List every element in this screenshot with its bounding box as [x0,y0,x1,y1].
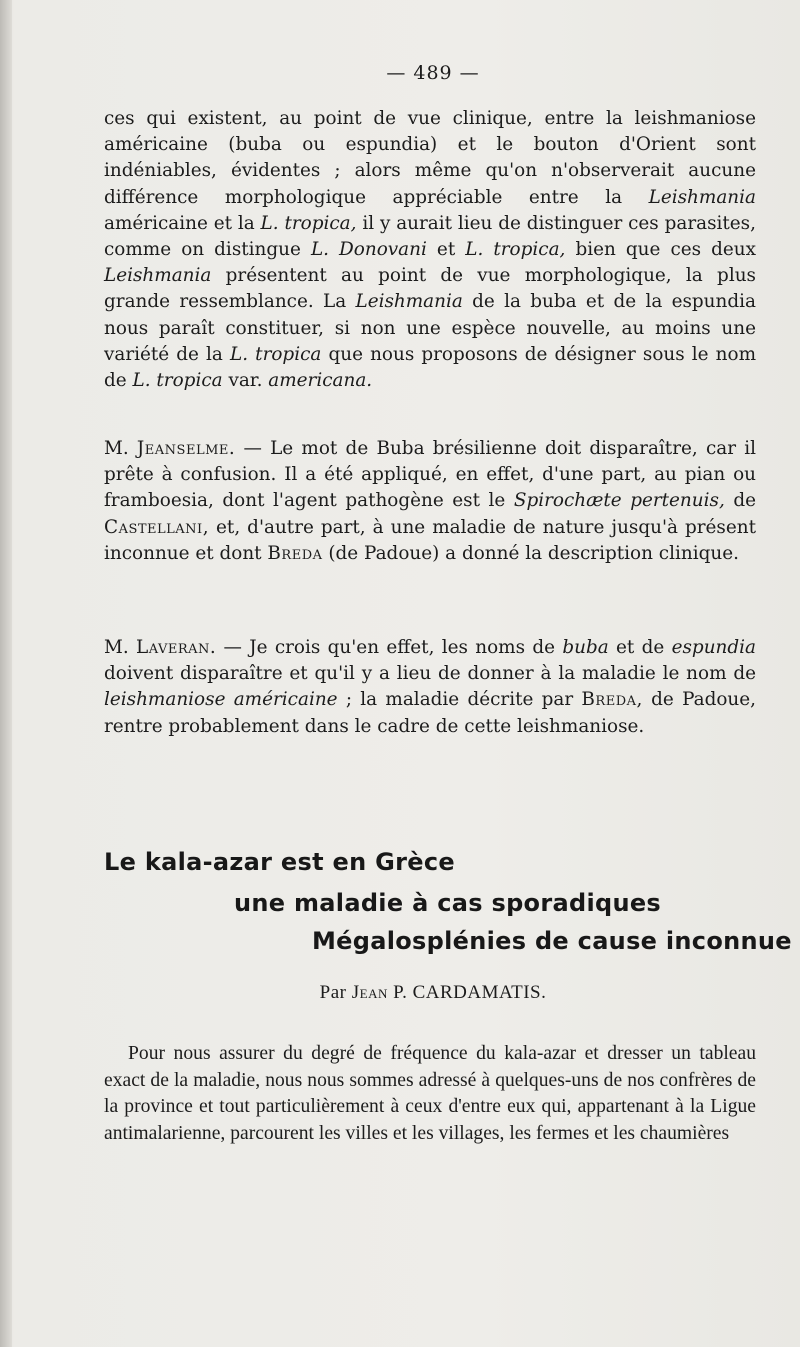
smallcaps-name: Breda, [581,689,643,711]
italic-run: americana. [268,370,373,392]
text-run: — Le mot de Buba brésilienne doit disparaître, car il prête à confusion. Il a été appliqué, en effet, d'une part, au pian ou framboesia, dont l'agent pathogène est le [104,438,756,512]
page-gutter-shadow [0,0,12,1347]
italic-run: L. tropica [230,343,322,365]
paragraph-laveran [104,635,756,740]
article-author [0,982,800,1004]
text-run: M. [104,637,136,658]
italic-run: espundia [671,637,756,658]
text-run: doivent disparaître et qu'il y a lieu de donner à la maladie le nom de [104,663,756,685]
text-run: de Padoue, rentre probablement dans le cadre de cette leishmaniose. [104,689,756,737]
italic-run: L. tropica, [260,212,357,234]
text-run: — Je crois qu'en effet, les noms de [216,637,563,658]
author-prefix: Par [319,982,352,1003]
text-run: de la buba et de la espundia nous paraît constituer, si non une espèce nouvelle, au moins une variété de la [104,291,756,365]
text-run: var. [222,370,269,392]
smallcaps-name: Breda [267,542,323,564]
italic-run: leishmaniose américaine [104,689,338,711]
text-run: et [426,239,466,261]
text-run: que nous proposons de désigner sous le nom de [104,343,757,392]
italic-run: L. Donovani [310,239,427,261]
paragraph-leishmania [104,106,756,394]
article-paragraph: Pour nous assurer du degré de fréquence du kala-azar et dresser un tableau exact de la maladie, nous nous sommes adressé à quelques-uns de nos confrères de la province et tout particulièrement à ceux d'entre eux qui, appartenant à la Ligue antimalarienne, parcourent les villes et les villages, les fermes et les chaumières [104,1043,756,1144]
text-run: il y aurait lieu de distinguer ces parasites, comme on distingue [104,212,756,261]
text-run: M. [104,438,137,459]
italic-run: buba [562,637,609,658]
italic-run: Spirochæte pertenuis, [513,490,725,512]
italic-run: Leishmania [648,186,756,208]
text-run: et de [608,637,672,658]
italic-run: L. tropica [132,370,223,392]
article-title-line-2: une maladie à cas sporadiques [234,889,662,917]
text-run: américaine et la [104,212,261,234]
italic-run: Leishmania [355,291,463,313]
author-first-name: Jean [351,982,388,1003]
text-run: (de Padoue) a donné la description clinique. [322,542,739,564]
author-last-name: P. CARDAMATIS. [387,982,547,1003]
text-run: ces qui existent, au point de vue clinique, entre la leishmaniose américaine (buba ou espundia) et le bouton d'Orient sont indéniables, évidentes ; alors même qu'on n'observerait aucune différence morphologique appréciable entre la [104,108,756,208]
article-title-line-1: Le kala-azar est en Grèce [104,848,455,876]
speaker-name: Jeanselme. [136,438,236,459]
text-run: et, d'autre part, à une maladie de nature jusqu'à présent inconnue et dont [104,516,756,564]
text-run: bien que ces deux [565,239,757,261]
text-run: présentent au point de vue morphologique, la plus grande ressemblance. La [104,265,756,313]
speaker-name: Laveran. [136,637,217,658]
page-number: — 489 — [386,62,480,84]
text-run: de [724,490,756,512]
italic-run: Leishmania [104,265,212,287]
smallcaps-name: Castellani, [104,516,210,538]
text-run: ; la maladie décrite par [337,689,582,711]
article-body [104,1041,756,1147]
italic-run: L. tropica, [465,239,566,261]
paragraph-jeanselme [104,436,756,567]
article-title-line-3: Mégalosplénies de cause inconnue [312,927,792,955]
